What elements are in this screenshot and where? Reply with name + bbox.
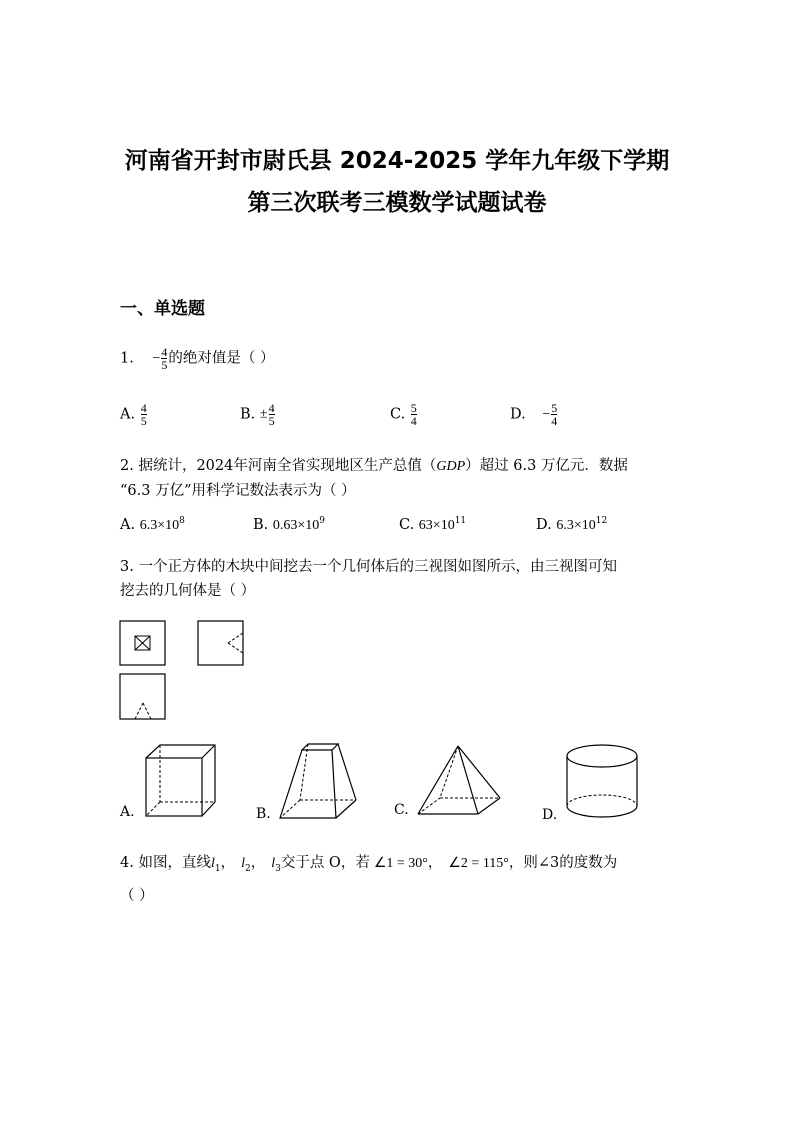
question-2-line1: 2. 据统计，2024年河南全省实现地区生产总值（GDP）超过 6.3 万亿元．数据 <box>120 458 628 474</box>
question-2-line2: “6.3 万亿”用科学记数法表示为（ ） <box>120 483 356 499</box>
q1-option-c[interactable]: C. $\frac{5}{4}$ <box>390 401 417 428</box>
question-text: 的绝对值是（ ） <box>168 350 275 367</box>
cylinder-figure <box>564 742 642 822</box>
q2-option-a[interactable]: A. $6.3\times 10^8$ <box>120 516 185 533</box>
q1-option-a[interactable]: A. $\frac{4}{5}$ <box>120 401 147 428</box>
q1-option-d[interactable]: D. − $\frac{5}{4}$ <box>510 401 558 428</box>
frustum-figure <box>274 742 360 822</box>
cube-figure <box>142 742 220 820</box>
question-1 <box>120 346 274 371</box>
question-4-line2: （ ） <box>120 888 154 904</box>
q2-option-b[interactable]: B. $0.63\times 10^9$ <box>253 516 326 533</box>
question-3-line2: 挖去的几何体是（ ） <box>120 583 256 599</box>
three-view-diagram <box>118 619 248 723</box>
section-heading: 一、单选题 <box>120 299 205 319</box>
q2-option-c[interactable]: C. $63\times 10^{11}$ <box>399 516 467 533</box>
document-title-line1: 河南省开封市尉氏县 2024-2025 学年九年级下学期 <box>124 148 670 174</box>
question-number: 1. <box>120 350 134 367</box>
q3-option-a-label[interactable]: A. <box>120 804 135 820</box>
fraction: $\frac{4}{5}$ <box>161 345 168 372</box>
minus-sign: − <box>152 350 161 366</box>
question-4-line1: 4. 如图，直线$l_1$， $l_2$， $l_3$交于点 O，若 ∠1 = 30°， ∠2 = 115°，则∠3的度数为 <box>120 855 618 874</box>
q1-option-b[interactable]: B. ± $\frac{4}{5}$ <box>240 401 275 428</box>
document-title-line2: 第三次联考三模数学试题试卷 <box>247 190 547 216</box>
q3-option-b-label[interactable]: B. <box>256 806 271 822</box>
question-3-line1: 3. 一个正方体的木块中间挖去一个几何体后的三视图如图所示，由三视图可知 <box>120 559 617 575</box>
q3-option-d-label[interactable]: D. <box>542 807 558 823</box>
q2-option-d[interactable]: D. $6.3\times 10^{12}$ <box>536 516 608 533</box>
pyramid-figure <box>416 744 502 818</box>
q3-option-c-label[interactable]: C. <box>394 802 409 818</box>
